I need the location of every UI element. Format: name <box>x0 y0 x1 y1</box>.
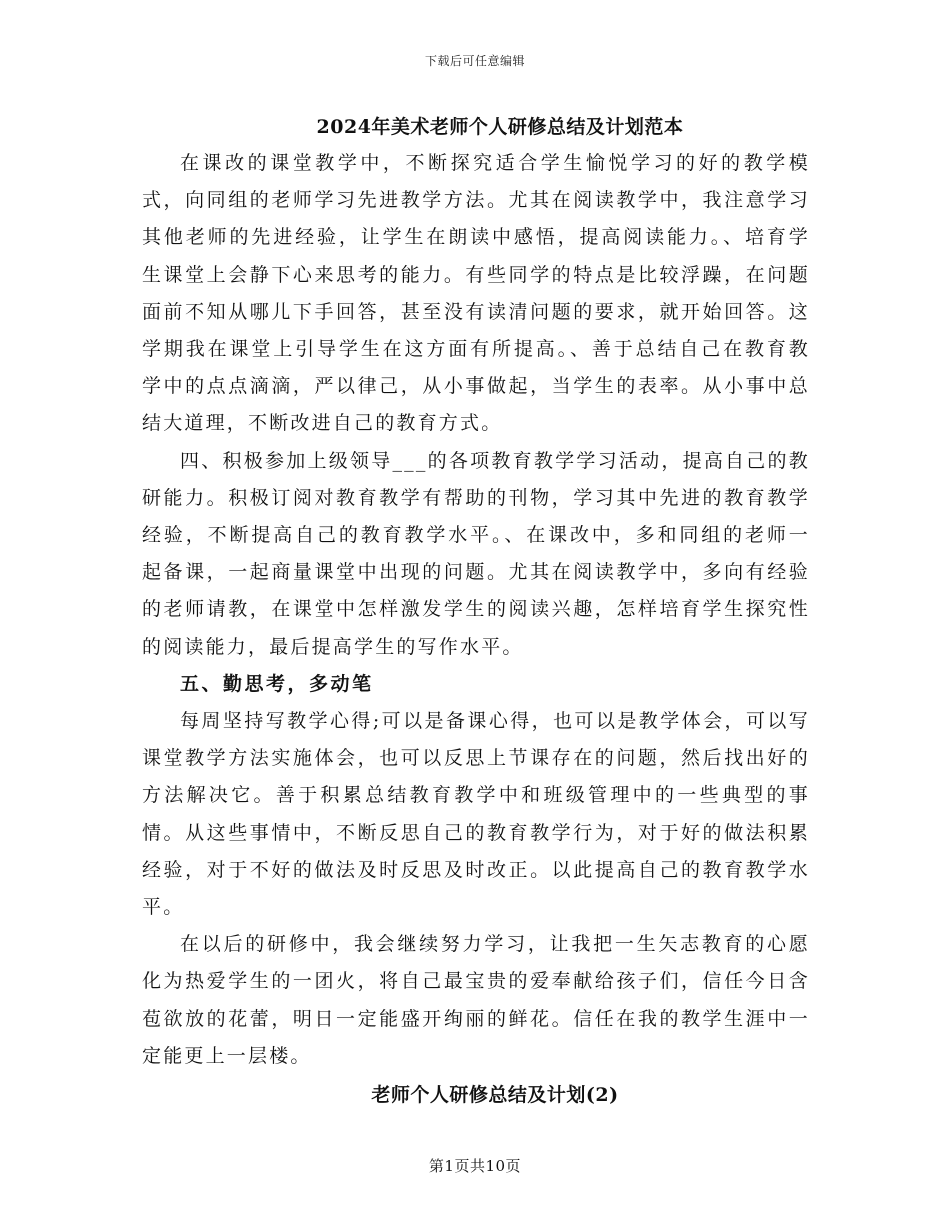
document-title: 2024年美术老师个人研修总结及计划范本 <box>316 116 684 138</box>
paragraph: 每周坚持写教学心得;可以是备课心得，也可以是教学体会，可以写课堂教学方法实施体会，也可以反思上节课存在的问题，然后找出好的方法解决它。善于积累总结教育教学中和班级管理中的一些典型的事情。从这些事情中，不断反思自己的教育教学行为，对于好的做法积累经验，对于不好的做法及时反思及时改正。以此提高自己的教育教学水平。 <box>142 710 810 919</box>
paragraph: 在课改的课堂教学中，不断探究适合学生愉悦学习的好的教学模式，向同组的老师学习先进教学方法。尤其在阅读教学中，我注意学习其他老师的先进经验，让学生在朗读中感悟，提高阅读能力。、培育学生课堂上会静下心来思考的能力。有些同学的特点是比较浮躁，在问题面前不知从哪儿下手回答，甚至没有读清问题的要求，就开始回答。这学期我在课堂上引导学生在这方面有所提高。、善于总结自己在教育教学中的点点滴滴，严以律己，从小事做起，当学生的表率。从小事中总结大道理，不断改进自己的教育方式。 <box>142 152 810 435</box>
page-number: 第1页共10页 <box>428 1157 522 1175</box>
section-heading: 五、勤思考，多动笔 <box>180 672 374 695</box>
header-note: 下载后可任意编辑 <box>424 54 525 68</box>
section-subtitle: 老师个人研修总结及计划(2) <box>371 1084 619 1106</box>
document-body <box>142 145 810 1075</box>
paragraph: 在以后的研修中，我会继续努力学习，让我把一生矢志教育的心愿化为热爱学生的一团火，将自己最宝贵的爱奉献给孩子们，信任今日含苞欲放的花蕾，明日一定能盛开绚丽的鲜花。信任在我的教学生涯中一定能更上一层楼。 <box>142 933 810 1067</box>
paragraph: 四、积极参加上级领导___的各项教育教学学习活动，提高自己的教研能力。积极订阅对教育教学有帮助的刊物，学习其中先进的教育教学经验，不断提高自己的教育教学水平。、在课改中，多和同组的老师一起备课，一起商量课堂中出现的问题。尤其在阅读教学中，多向有经验的老师请教，在课堂中怎样激发学生的阅读兴趣，怎样培育学生探究性的阅读能力，最后提高学生的写作水平。 <box>142 449 810 658</box>
